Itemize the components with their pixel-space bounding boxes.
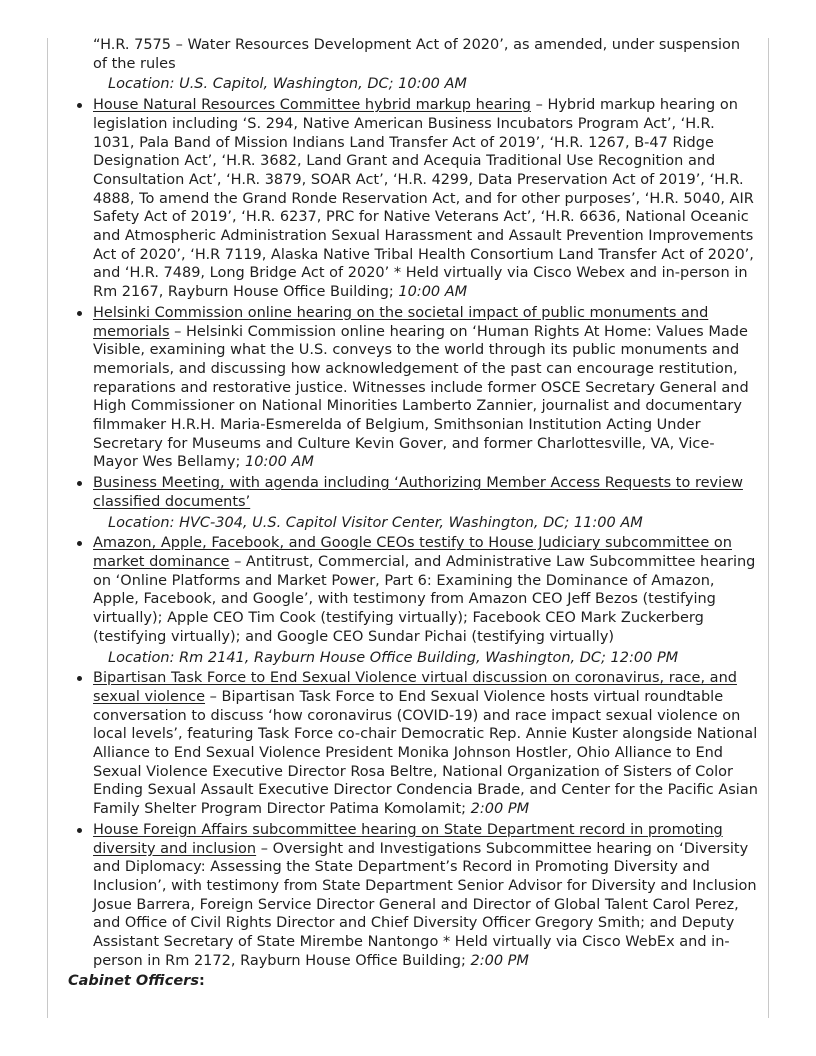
continuation-text: “H.R. 7575 – Water Resources Development Act of 2020’, as amended, under suspension of the rules — [93, 37, 741, 72]
section-colon: : — [198, 973, 205, 990]
event-location: Location: Rm 2141, Rayburn House Office Building, Washington, DC; 12:00 PM — [108, 649, 679, 666]
event-item — [93, 474, 758, 532]
section-heading — [68, 972, 758, 991]
document-content — [68, 36, 758, 991]
event-item — [93, 304, 758, 472]
event-time: 2:00 PM — [470, 801, 530, 818]
event-description: – Bipartisan Task Force to End Sexual Violence hosts virtual roundtable conversation to discuss ‘how coronavirus (COVID-19) and race impact sexual violence on local levels’, featuring Task Force co-chair Democratic Rep. Annie Kuster alongside National Alliance to End Sexual Violence President Monika Johnson Hostler, Ohio Alliance to End Sexual Violence Executive Director Rosa Beltre, National Organization of Sisters of Color Ending Sexual Assault Executive Director Condencia Brade, and Center for the Pacific Asian Family Shelter Program Director Patima Komolamit; — [93, 688, 758, 818]
event-description: – Antitrust, Commercial, and Administrative Law Subcommittee hearing on ‘Online Platforms and Market Power, Part 6: Examining the Dominance of Amazon, Apple, Facebook, and Google’, with testimony from Amazon CEO Jeff Bezos (testifying virtually); Apple CEO Tim Cook (testifying virtually); Facebook CEO Mark Zuckerberg (testifying virtually); and Google CEO Sundar Pichai (testifying virtually) — [93, 553, 756, 645]
event-item — [93, 534, 758, 667]
event-item — [93, 821, 758, 971]
event-list — [68, 96, 758, 970]
event-item — [93, 96, 758, 302]
event-link[interactable]: House Natural Resources Committee hybrid markup hearing — [93, 97, 531, 114]
event-link[interactable]: Amazon, Apple, Facebook, and Google CEOs testify to House Judiciary subcommittee on market dominance — [93, 535, 732, 570]
continuation-location: Location: U.S. Capitol, Washington, DC; 10:00 AM — [108, 76, 467, 93]
event-description: – Hybrid markup hearing on legislation including ‘S. 294, Native American Business Incubators Program Act’, ‘H.R. 1031, Pala Band of Mission Indians Land Transfer Act of 2019’, ‘H.R. 1267, B-47 Ridge Designation Act’, ‘H.R. 3682, Land Grant and Acequia Traditional Use Recognition and Consultation Act’, ‘H.R. 3879, SOAR Act’, ‘H.R. 4299, Data Preservation Act of 2019’, ‘H.R. 4888, To amend the Grand Ronde Reservation Act, and for other purposes’, ‘H.R. 5040, AIR Safety Act of 2019’, ‘H.R. 6237, PRC for Native Veterans Act’, ‘H.R. 6636, National Oceanic and Atmospheric Administration Sexual Harassment and Assault Prevention Improvements Act of 2020’, ‘H.R 7119, Alaska Native Tribal Health Consortium Land Transfer Act of 2020’, and ‘H.R. 7489, Long Bridge Act of 2020’ * Held virtually via Cisco Webex and in-person in Rm 2167, Rayburn House Office Building; — [93, 97, 754, 301]
section-title: Cabinet Officers — [68, 973, 199, 990]
event-link[interactable]: House Foreign Affairs subcommittee hearing on State Department record in promoting diversity and inclusion — [93, 821, 723, 857]
event-time: 2:00 PM — [470, 952, 529, 969]
event-location: Location: HVC-304, U.S. Capitol Visitor Center, Washington, DC; 11:00 AM — [108, 514, 643, 531]
event-link[interactable]: Bipartisan Task Force to End Sexual Violence virtual discussion on coronavirus, race, and sexual violence — [93, 670, 737, 705]
event-link[interactable]: Helsinki Commission online hearing on the societal impact of public monuments and memorials — [93, 304, 709, 340]
event-description: – Helsinki Commission online hearing on ‘Human Rights At Home: Values Made Visible, examining what the U.S. conveys to the world through its public monuments and memorials, and discussing how acknowledgement of the past can encourage restitution, reparations and restorative justice. Witnesses include former OSCE Secretary General and High Commissioner on National Minorities Lamberto Zannier, journalist and documentary filmmaker H.R.H. Maria-Esmerelda of Belgium, Smithsonian Institution Acting Under Secretary for Museums and Culture Kevin Gover, and former Charlottesville, VA, Vice-Mayor Wes Bellamy; — [93, 323, 749, 471]
event-time: 10:00 AM — [398, 284, 468, 301]
event-item — [93, 669, 758, 819]
event-description: – Oversight and Investigations Subcommittee hearing on ‘Diversity and Diplomacy: Assessing the State Department’s Record in Promoting Diversity and Inclusion’, with testimony from State Department Senior Advisor for Diversity and Inclusion Josue Barrera, Foreign Service Director General and Director of Global Talent Carol Perez, and Office of Civil Rights Director and Chief Diversity Officer Gregory Smith; and Deputy Assistant Secretary of State Mirembe Nantongo * Held virtually via Cisco WebEx and in-person in Rm 2172, Rayburn House Office Building; — [93, 840, 757, 969]
event-time: 10:00 AM — [245, 454, 314, 471]
event-link[interactable]: Business Meeting, with agenda including ‘Authorizing Member Access Requests to review classified documents’ — [93, 475, 743, 510]
